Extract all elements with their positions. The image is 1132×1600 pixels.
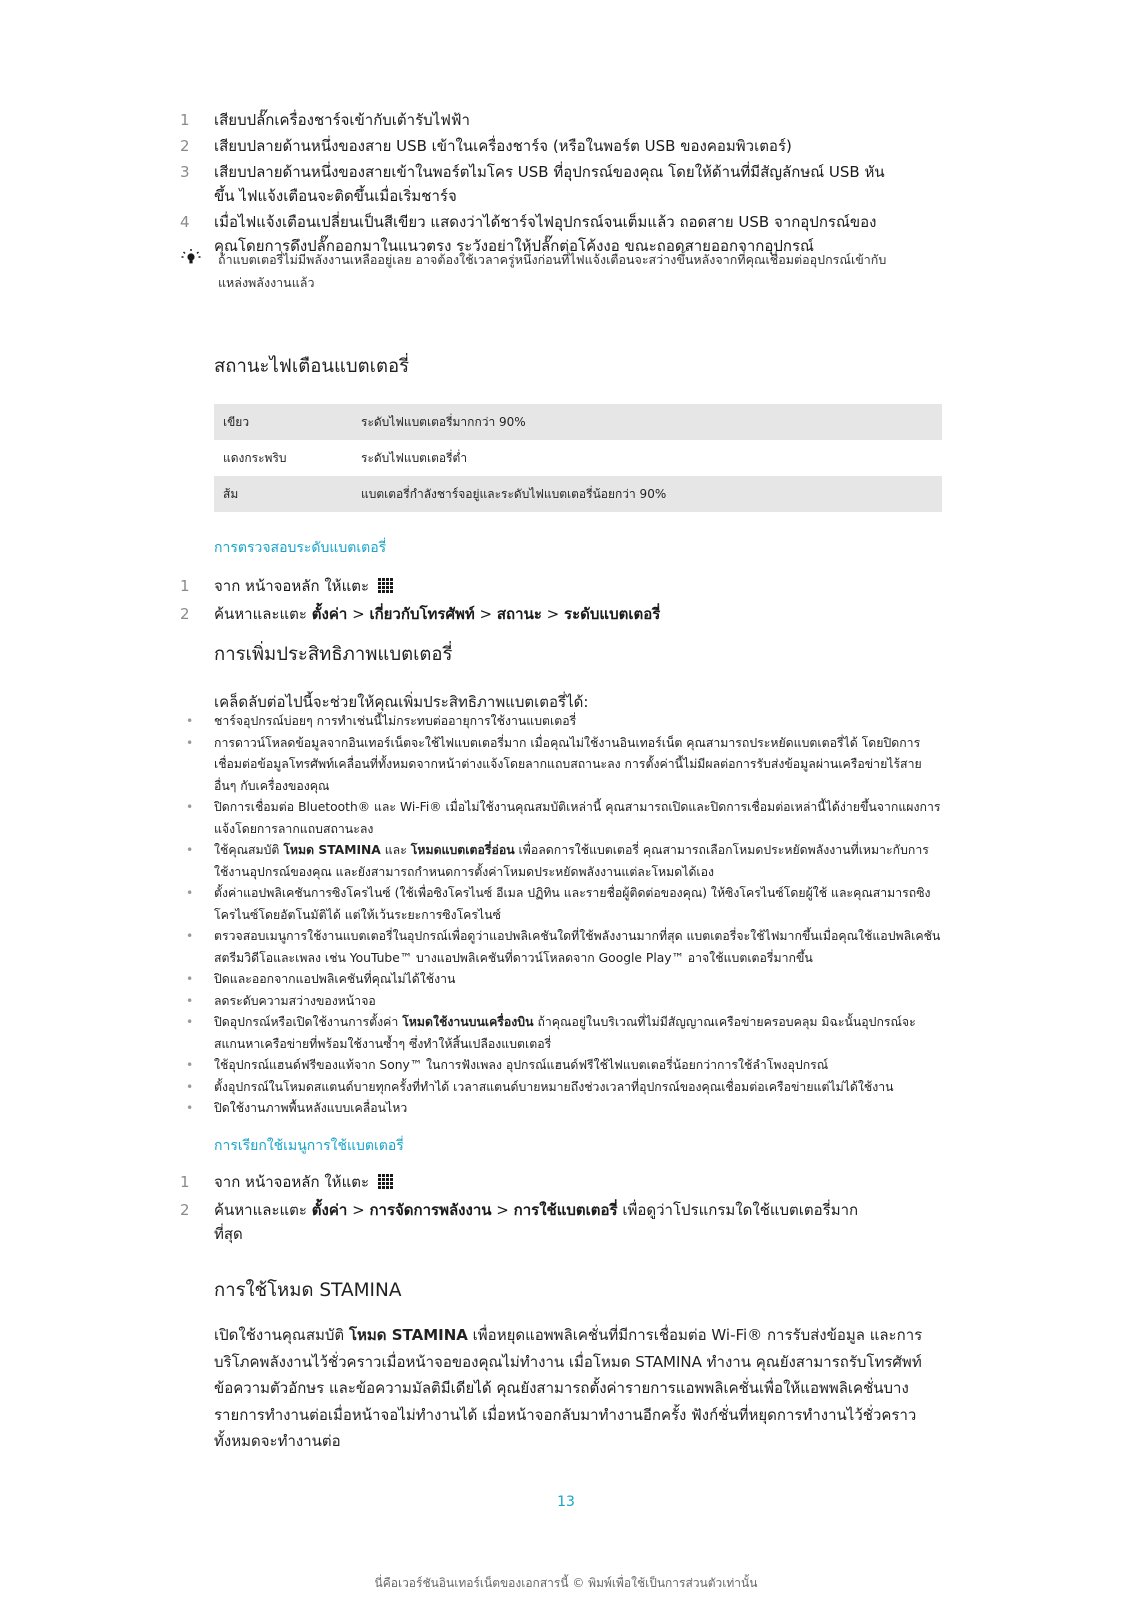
feature-airplane-mode: โหมดใช้งานบนเครื่องบิน: [402, 1015, 534, 1029]
bullet-icon: •: [186, 1058, 194, 1072]
path-separator: >: [546, 605, 560, 623]
paragraph-line: รายการทำงานต่อเมื่อหน้าจอไม่ทำงานได้ เมื่อหน้าจอกลับมาทำงานอีกครั้ง ฟังก์ชั่นที่หยุดการทำงานไว้ชั่วคราว: [214, 1405, 917, 1424]
bullet-text: [214, 1012, 946, 1055]
paragraph-segment: เปิดใช้งานคุณสมบัติ: [214, 1326, 345, 1344]
bullet-icon: •: [186, 929, 194, 943]
step-prefix: ค้นหาและแตะ: [214, 1201, 307, 1219]
bullet-line: การดาวน์โหลดข้อมูลจากอินเทอร์เน็ตจะใช้ไฟแบตเตอรี่มาก เมื่อคุณไม่ใช้งานอินเทอร์เน็ต คุณสามารถประหยัดแบตเตอรี่ได้ โดยปิดการ: [214, 735, 921, 750]
lightbulb-icon: [180, 248, 218, 294]
table-cell-meaning: ระดับไฟแบตเตอรี่ต่ำ: [361, 450, 468, 465]
list-item: [186, 1098, 946, 1120]
table-cell-meaning: ระดับไฟแบตเตอรี่มากกว่า 90%: [361, 414, 526, 429]
step-line: ขึ้น ไฟแจ้งเตือนจะติดขึ้นเมื่อเริ่มชาร์จ: [214, 187, 457, 205]
step-line: ที่สุด: [214, 1225, 243, 1243]
stamina-paragraph: [214, 1322, 934, 1455]
menu-path-settings: ตั้งค่า: [311, 605, 348, 623]
step-line: จาก หน้าจอหลัก ให้แตะ: [214, 1173, 370, 1191]
step-line: เมื่อไฟแจ้งเตือนเปลี่ยนเป็นสีเขียว แสดงว่าได้ชาร์จไฟอุปกรณ์จนเต็มแล้ว ถอดสาย USB จากอุปกรณ์ของ: [214, 213, 877, 231]
bullet-text: [214, 1098, 946, 1120]
step-number: 2: [180, 137, 190, 155]
bullet-icon: •: [186, 843, 194, 857]
feature-stamina-mode: โหมด STAMINA: [348, 1326, 468, 1344]
paragraph-line: ข้อความตัวอักษร และข้อความมัลติมีเดียได้ คุณยังสามารถตั้งค่ารายการแอพพลิเคชั่นเพื่อให้แอพพลิเคชั่นบาง: [214, 1379, 909, 1397]
list-item: [186, 926, 946, 969]
table-row: [214, 404, 942, 440]
paragraph-line: บริโภคพลังงานไว้ชั่วคราวเมื่อหน้าจอของคุณไม่ทำงาน เมื่อโหมด STAMINA ทำงาน คุณยังสามารถรับโทรศัพท์: [214, 1352, 922, 1371]
list-item: [186, 883, 946, 926]
bullet-line: อื่นๆ กับเครื่องของคุณ: [214, 778, 330, 793]
section-title-improve: การเพิ่มประสิทธิภาพแบตเตอรี่: [214, 644, 453, 665]
page-number: 13: [557, 1494, 575, 1510]
bullet-icon: •: [186, 714, 194, 728]
paragraph-line: ทั้งหมดจะทำงานต่อ: [214, 1432, 341, 1450]
step-line: คุณโดยการดึงปลั๊กออกมาในแนวตรง ระวังอย่าให้ปลั๊กต่อโค้งงอ ขณะถอดสายออกจากอุปกรณ์: [214, 237, 814, 255]
step-text: [214, 602, 900, 626]
list-item: [186, 969, 946, 991]
path-separator: >: [352, 1201, 365, 1219]
apps-grid-icon: [378, 1172, 393, 1196]
bullet-line: ปิดใช้งานภาพพื้นหลังแบบเคลื่อนไหว: [214, 1101, 408, 1115]
bullet-text: [214, 711, 946, 733]
list-item: [180, 134, 900, 158]
bullet-text: [214, 926, 946, 969]
feature-low-battery-mode: โหมดแบตเตอรี่อ่อน: [410, 843, 515, 857]
step-text: [214, 1198, 900, 1246]
table-cell-color: เขียว: [223, 414, 250, 429]
menu-path-power-management: การจัดการพลังงาน: [369, 1201, 492, 1219]
list-item: [186, 840, 946, 883]
usage-menu-steps: [180, 1170, 900, 1248]
menu-path-settings: ตั้งค่า: [311, 1201, 348, 1219]
bullet-segment: และ: [384, 843, 407, 857]
step-line: เสียบปลายด้านหนึ่งของสายเข้าในพอร์ตไมโคร USB ที่อุปกรณ์ของคุณ โดยให้ด้านที่มีสัญลักษณ์ USB หัน: [214, 163, 885, 181]
bullet-segment: ปิดอุปกรณ์หรือเปิดใช้งานการตั้งค่า: [214, 1015, 399, 1029]
path-separator: >: [479, 605, 493, 623]
bullet-icon: •: [186, 886, 194, 900]
bullet-line: เชื่อมต่อข้อมูลโทรศัพท์เคลื่อนที่ทั้งหมดจากหน้าต่างแจ้งโดยลากแถบสถานะลง การตั้งค่านี้ไม่มีผลต่อการรับส่งข้อมูลผ่านเครือข่ายไร้สาย: [214, 757, 922, 771]
menu-path-battery-level: ระดับแบตเตอรี่: [564, 605, 661, 623]
step-number: 4: [180, 213, 190, 231]
bullet-line: แจ้งโดยการลากแถบสถานะลง: [214, 821, 374, 836]
table-cell-meaning: แบตเตอรี่กำลังชาร์จอยู่และระดับไฟแบตเตอรี่น้อยกว่า 90%: [361, 486, 667, 501]
list-item: [180, 1198, 900, 1246]
table-row: [214, 476, 942, 512]
bullet-line: ปิดและออกจากแอปพลิเคชันที่คุณไม่ได้ใช้งาน: [214, 972, 456, 986]
bullet-text: [214, 991, 946, 1013]
list-item: [186, 991, 946, 1013]
apps-grid-icon: [378, 576, 393, 600]
bullet-icon: •: [186, 735, 194, 750]
list-item: [186, 797, 946, 840]
bullet-text: [214, 883, 946, 926]
step-number: 2: [180, 605, 190, 623]
bullet-icon: •: [186, 1101, 194, 1115]
step-number: 1: [180, 1173, 190, 1191]
table-row: [214, 440, 942, 476]
bullet-segment: เพื่อลดการใช้แบตเตอรี่ คุณสามารถเลือกโหมดประหยัดพลังงานที่เหมาะกับการ: [518, 843, 929, 857]
bullet-line: ลดระดับความสว่างของหน้าจอ: [214, 993, 376, 1008]
improve-intro: เคล็ดลับต่อไปนี้จะช่วยให้คุณเพิ่มประสิทธิภาพแบตเตอรี่ได้:: [214, 693, 589, 711]
charging-steps: [180, 108, 900, 260]
step-line: จาก หน้าจอหลัก ให้แตะ: [214, 577, 370, 595]
battery-tips-list: [186, 711, 946, 1120]
step-text: [214, 1170, 900, 1196]
step-number: 1: [180, 111, 190, 129]
tip-line: แหล่งพลังงานแล้ว: [218, 275, 315, 290]
bullet-icon: •: [186, 993, 194, 1008]
bullet-line: ชาร์จอุปกรณ์บ่อยๆ การทำเช่นนี้ไม่กระทบต่ออายุการใช้งานแบตเตอรี่: [214, 714, 577, 728]
list-item: [180, 160, 900, 208]
menu-path-about-phone: เกี่ยวกับโทรศัพท์: [369, 605, 475, 623]
bullet-text: [214, 733, 946, 798]
bullet-text: [214, 840, 946, 883]
tip-text: [218, 248, 886, 294]
step-number: 3: [180, 163, 190, 181]
bullet-icon: •: [186, 800, 194, 814]
section-title-usage-menu: การเรียกใช้เมนูการใช้แบตเตอรี่: [214, 1138, 404, 1154]
step-text: เสียบปลั๊กเครื่องชาร์จเข้ากับเต้ารับไฟฟ้า: [214, 111, 470, 129]
step-text: [214, 574, 900, 600]
bullet-line: ใช้อุปกรณ์แฮนด์ฟรีของแท้จาก Sony™ ในการฟังเพลง อุปกรณ์แฮนด์ฟรีใช้ไฟแบตเตอรี่น้อยกว่าการใช้ลำโพงอุปกรณ์: [214, 1058, 829, 1072]
bullet-text: [214, 797, 946, 840]
bullet-line: ปิดการเชื่อมต่อ Bluetooth® และ Wi-Fi® เมื่อไม่ใช้งานคุณสมบัติเหล่านี้ คุณสามารถเปิดและปิดการเชื่อมต่อเหล่านี้ได้ง่ายขึ้นจากแผงการ: [214, 800, 941, 814]
bullet-segment: ถ้าคุณอยู่ในบริเวณที่ไม่มีสัญญาณเครือข่ายครอบคลุม มิฉะนั้นอุปกรณ์จะ: [537, 1015, 916, 1029]
step-text: [214, 160, 900, 208]
list-item: [186, 1077, 946, 1099]
section-title-battery-status: สถานะไฟเตือนแบตเตอรี่: [214, 356, 410, 377]
list-item: [186, 1012, 946, 1055]
page-footer: นี่คือเวอร์ชันอินเทอร์เน็ตของเอกสารนี้ © พิมพ์เพื่อใช้เป็นการส่วนตัวเท่านั้น: [374, 1576, 758, 1590]
bullet-line: ตั้งค่าแอปพลิเคชันการซิงโครไนซ์ (ใช้เพื่อซิงโครไนซ์ อีเมล ปฏิทิน และรายชื่อผู้ติดต่อของคุณ) ให้ซิงโครไนซ์โดยผู้ใช้ และคุณสามารถซิง: [214, 886, 931, 900]
bullet-line: ตรวจสอบเมนูการใช้งานแบตเตอรี่ในอุปกรณ์เพื่อดูว่าแอปพลิเคชันใดที่ใช้พลังงานมากที่สุด แบตเตอรี่จะใช้ไฟมากขึ้นเมื่อคุณใช้แอปพลิเคชัน: [214, 929, 941, 943]
menu-path-battery-usage: การใช้แบตเตอรี่: [513, 1201, 618, 1219]
step-prefix: ค้นหาและแตะ: [214, 605, 307, 623]
tip-line: ถ้าแบตเตอรี่ไม่มีพลังงานเหลืออยู่เลย อาจต้องใช้เวลาครู่หนึ่งก่อนที่ไฟแจ้งเตือนจะสว่างขึ้นหลังจากที่คุณเชื่อมต่ออุปกรณ์เข้ากับ: [218, 252, 887, 267]
table-cell-color: แดงกระพริบ: [223, 450, 287, 465]
check-level-steps: [180, 574, 900, 628]
feature-stamina-mode: โหมด STAMINA: [283, 843, 381, 857]
list-item: [186, 733, 946, 798]
step-number: 1: [180, 577, 190, 595]
section-title-stamina: การใช้โหมด STAMINA: [214, 1280, 402, 1301]
status-table: [214, 404, 942, 512]
step-suffix: เพื่อดูว่าโปรแกรมใดใช้แบตเตอรี่มาก: [622, 1201, 859, 1219]
step-text: เสียบปลายด้านหนึ่งของสาย USB เข้าในเครื่องชาร์จ (หรือในพอร์ต USB ของคอมพิวเตอร์): [214, 137, 792, 155]
bullet-line: ตั้งอุปกรณ์ในโหมดสแตนด์บายทุกครั้งที่ทำได้ เวลาสแตนด์บายหมายถึงช่วงเวลาที่อุปกรณ์ของคุณเชื่อมต่อเครือข่ายแต่ไม่ได้ใช้งาน: [214, 1079, 894, 1094]
list-item: [180, 108, 900, 132]
step-number: 2: [180, 1201, 190, 1219]
path-separator: >: [352, 605, 365, 623]
bullet-icon: •: [186, 1015, 194, 1029]
table-cell-color: ส้ม: [223, 486, 239, 501]
bullet-icon: •: [186, 972, 194, 986]
bullet-line: สตรีมวิดีโอและเพลง เช่น YouTube™ บางแอปพลิเคชันที่ดาวน์โหลดจาก Google Play™ อาจใช้แบตเตอรี่มากขึ้น: [214, 950, 813, 965]
bullet-text: [214, 1077, 946, 1099]
bullet-text: [214, 1055, 946, 1077]
bullet-segment: ใช้คุณสมบัติ: [214, 843, 280, 857]
bullet-line: ใช้งานอุปกรณ์ของคุณ และยังสามารถกำหนดการตั้งค่าโหมดประหยัดพลังงานแต่ละโหมดได้เอง: [214, 864, 715, 879]
bullet-line: โครไนซ์โดยอัตโนมัติได้ แต่ให้เว้นระยะการซิงโครไนซ์: [214, 907, 501, 922]
bullet-icon: •: [186, 1079, 194, 1094]
paragraph-segment: เพื่อหยุดแอพพลิเคชั่นที่มีการเชื่อมต่อ Wi-Fi® การรับส่งข้อมูล และการ: [472, 1326, 923, 1344]
list-item: [186, 711, 946, 733]
menu-path-status: สถานะ: [496, 605, 542, 623]
list-item: [180, 574, 900, 600]
list-item: [180, 602, 900, 626]
path-separator: >: [496, 1201, 509, 1219]
section-title-check-level: การตรวจสอบระดับแบตเตอรี่: [214, 540, 387, 556]
list-item: [180, 1170, 900, 1196]
list-item: [186, 1055, 946, 1077]
tip-note: [180, 248, 940, 294]
bullet-text: [214, 969, 946, 991]
bullet-line: สแกนหาเครือข่ายที่พร้อมใช้งานซ้ำๆ ซึ่งทำให้สิ้นเปลืองแบตเตอรี่: [214, 1036, 552, 1051]
